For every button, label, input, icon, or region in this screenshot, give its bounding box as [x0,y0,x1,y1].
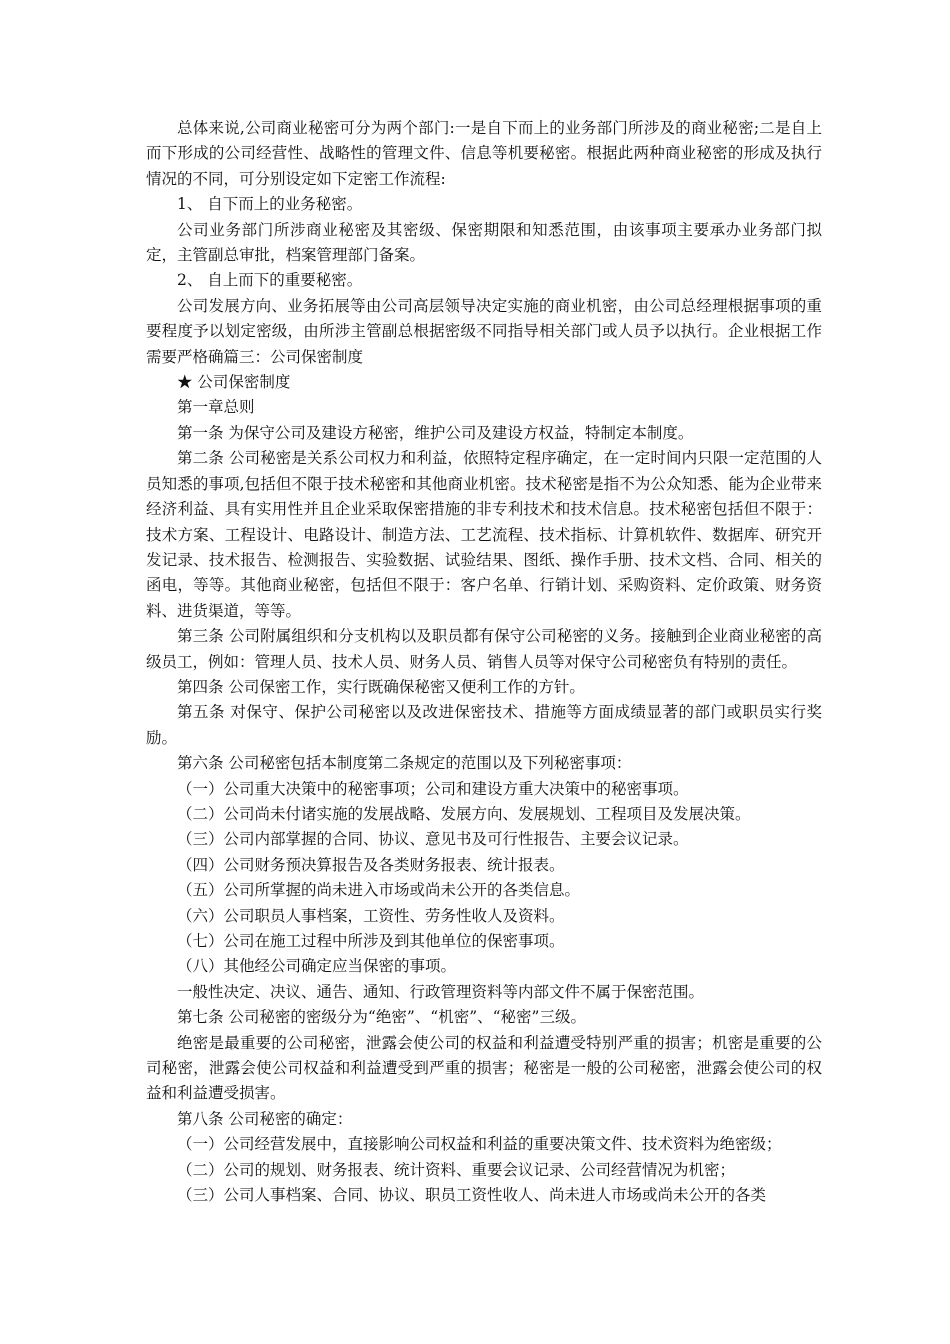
chapter-title: 第一章总则 [177,398,255,417]
article-6-item-1: （一）公司重大决策中的秘密事项；公司和建设方重大决策中的秘密事项。 [177,779,689,798]
document-body [146,116,822,1208]
article-7: 第七条 公司秘密的密级分为“绝密”、“机密”、“秘密”三级。 [177,1008,586,1027]
article-8-item-2: （二）公司的规划、财务报表、统计资料、重要会议记录、公司经营情况为机密； [177,1160,736,1179]
paragraph-item-2-heading: 2、 自上而下的重要秘密。 [177,271,363,290]
article-6-note: 一般性决定、决议、通告、通知、行政管理资料等内部文件不属于保密范围。 [177,982,705,1001]
article-6-item-6: （六）公司职员人事档案，工资性、劳务性收人及资料。 [177,906,565,925]
article-6-item-8: （八）其他经公司确定应当保密的事项。 [177,957,457,976]
article-8: 第八条 公司秘密的确定： [177,1109,353,1128]
article-1: 第一条 为保守公司及建设方秘密，维护公司及建设方权益，特制定本制度。 [177,423,694,442]
section-title: ★ 公司保密制度 [177,373,291,392]
article-8-item-1: （一）公司经营发展中，直接影响公司权益和利益的重要决策文件、技术资料为绝密级； [177,1135,782,1154]
article-6-item-5: （五）公司所掌握的尚未进入市场或尚未公开的各类信息。 [177,881,581,900]
article-6-item-4: （四）公司财务预决算报告及各类财务报表、统计报表。 [177,855,565,874]
article-6: 第六条 公司秘密包括本制度第二条规定的范围以及下列秘密事项： [177,754,632,773]
paragraph-item-1-body: 公司业务部门所涉商业秘密及其密级、保密期限和知悉范围，由该事项主要承办业务部门拟定，主管副总审批，档案管理部门备案。 [146,220,822,265]
article-3: 第三条 公司附属组织和分支机构以及职员都有保守公司秘密的义务。接触到企业商业秘密的高级员工，例如：管理人员、技术人员、财务人员、销售人员等对保守公司秘密负有特别的责任。 [146,627,822,671]
article-7-body: 绝密是最重要的公司秘密，泄露会使公司的权益和利益遭受特别严重的损害；机密是重要的公司秘密，泄露会使公司权益和利益遭受到严重的损害；秘密是一般的公司秘密，泄露会使公司的权益和利益遭受损害。 [146,1033,822,1103]
article-6-item-3: （三）公司内部掌握的合同、协议、意见书及可行性报告、主要会议记录。 [177,830,689,849]
article-4: 第四条 公司保密工作，实行既确保秘密又便利工作的方针。 [177,677,585,696]
paragraph-item-1-heading: 1、 自下而上的业务秘密。 [177,195,363,214]
article-6-item-2: （二）公司尚未付诸实施的发展战略、发展方向、发展规划、工程项目及发展决策。 [177,804,751,823]
article-2: 第二条 公司秘密是关系公司权力和利益，依照特定程序确定，在一定时间内只限一定范围的人员知悉的事项,包括但不限于技术秘密和其他商业机密。技术秘密是指不为公众知悉、能为企业带来经济利益、具有实用性并且企业采取保密措施的非专利技术和技术信息。技术秘密包括但不限于：技术方案、工程设计、电路设计、制造方法、工艺流程、技术指标、计算机软件、数据库、研究开发记录、技术报告、检测报告、实验数据、试验结果、图纸、操作手册、技术文档、合同、相关的函电，等等。其他商业秘密，包括但不限于：客户名单、行销计划、采购资料、定价政策、财务资料、进货渠道，等等。 [146,449,822,620]
article-6-item-7: （七）公司在施工过程中所涉及到其他单位的保密事项。 [177,932,565,950]
article-5: 第五条 对保守、保护公司秘密以及改进保密技术、措施等方面成绩显著的部门或职员实行奖励。 [146,703,822,747]
paragraph-intro: 总体来说,公司商业秘密可分为两个部门:一是自下而上的业务部门所涉及的商业秘密;二是自上而下形成的公司经营性、战略性的管理文件、信息等机要秘密。根据此两种商业秘密的形成及执行情况的不同，可分别设定如下定密工作流程: [146,119,822,188]
paragraph-item-2-body: 公司发展方向、业务拓展等由公司高层领导决定实施的商业机密，由公司总经理根据事项的重要程度予以划定密级，由所涉主管副总根据密级不同指导相关部门或人员予以执行。企业根据工作需要严格确篇三：公司保密制度 [146,296,822,366]
article-8-item-3: （三）公司人事档案、合同、协议、职员工资性收人、尚未进人市场或尚未公开的各类 [177,1186,767,1205]
